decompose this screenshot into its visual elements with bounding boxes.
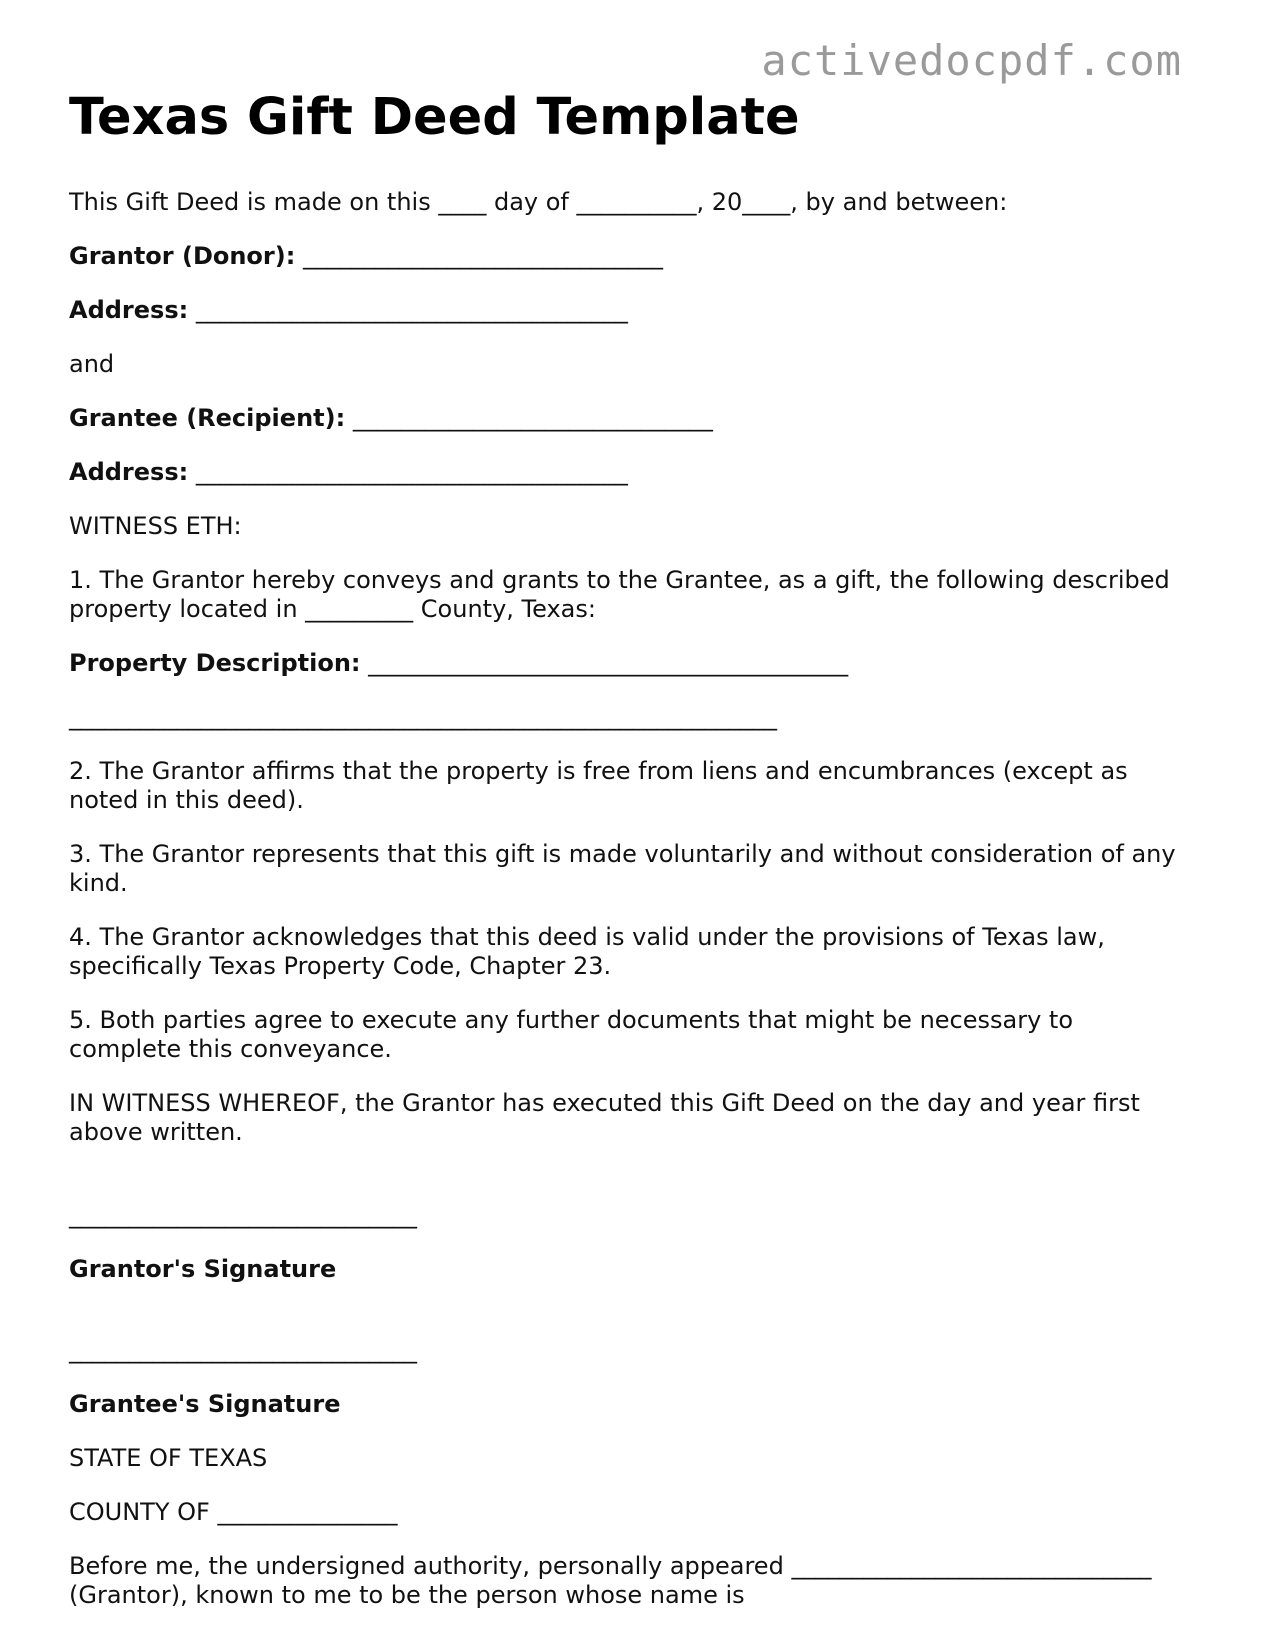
clause-2: 2. The Grantor affirms that the property is free from liens and encumbrances (except as noted in this deed).: [69, 757, 1128, 814]
acknowledgment-paragraph: Before me, the undersigned authority, personally appeared ______________________________ (Grantor), known to me to be the person whose name is: [69, 1552, 1152, 1609]
in-witness-whereof: IN WITNESS WHEREOF, the Grantor has executed this Gift Deed on the day and year first above written.: [69, 1089, 1140, 1146]
property-description-label: Property Description:: [69, 649, 361, 677]
grantor-label: Grantor (Donor):: [69, 242, 296, 270]
grantee-blank: ______________________________: [352, 404, 713, 432]
and-text: and: [69, 350, 115, 378]
clause-1: 1. The Grantor hereby conveys and grants to the Grantee, as a gift, the following described property located in _________ County, Texas:: [69, 566, 1170, 623]
witnesseth-heading: WITNESS ETH:: [69, 512, 242, 540]
grantor-address-line: [69, 296, 1189, 325]
grantee-signature-line: _____________________________: [69, 1336, 417, 1364]
grantor-address-blank: ____________________________________: [195, 296, 628, 324]
grantor-signature-line: _____________________________: [69, 1201, 417, 1229]
document-page: [69, 86, 1189, 1610]
grantor-signature-label: Grantor's Signature: [69, 1255, 337, 1283]
grantee-label: Grantee (Recipient):: [69, 404, 346, 432]
grantee-address-blank: ____________________________________: [195, 458, 628, 486]
grantor-address-label: Address:: [69, 296, 189, 324]
property-description-blank: ________________________________________: [368, 649, 849, 677]
clause-5: 5. Both parties agree to execute any further documents that might be necessary to complete this conveyance.: [69, 1006, 1074, 1063]
clause-4: 4. The Grantor acknowledges that this deed is valid under the provisions of Texas law, specifically Texas Property Code, Chapter 23.: [69, 923, 1105, 980]
intro-line: This Gift Deed is made on this ____ day of __________, 20____, by and between:: [69, 188, 1008, 216]
county-line: COUNTY OF _______________: [69, 1498, 398, 1526]
grantor-blank: ______________________________: [302, 242, 663, 270]
grantor-line: [69, 242, 1189, 271]
property-description-line: [69, 649, 1189, 678]
grantee-line: [69, 404, 1189, 433]
property-description-blank-line2: ___________________________________________________________: [69, 703, 777, 731]
state-line: STATE OF TEXAS: [69, 1444, 268, 1472]
grantee-signature-label: Grantee's Signature: [69, 1390, 341, 1418]
clause-3: 3. The Grantor represents that this gift is made voluntarily and without consideration of any kind.: [69, 840, 1176, 897]
grantee-address-line: [69, 458, 1189, 487]
grantee-address-label: Address:: [69, 458, 189, 486]
watermark: activedocpdf.com: [761, 36, 1182, 85]
document-title: Texas Gift Deed Template: [69, 88, 800, 147]
